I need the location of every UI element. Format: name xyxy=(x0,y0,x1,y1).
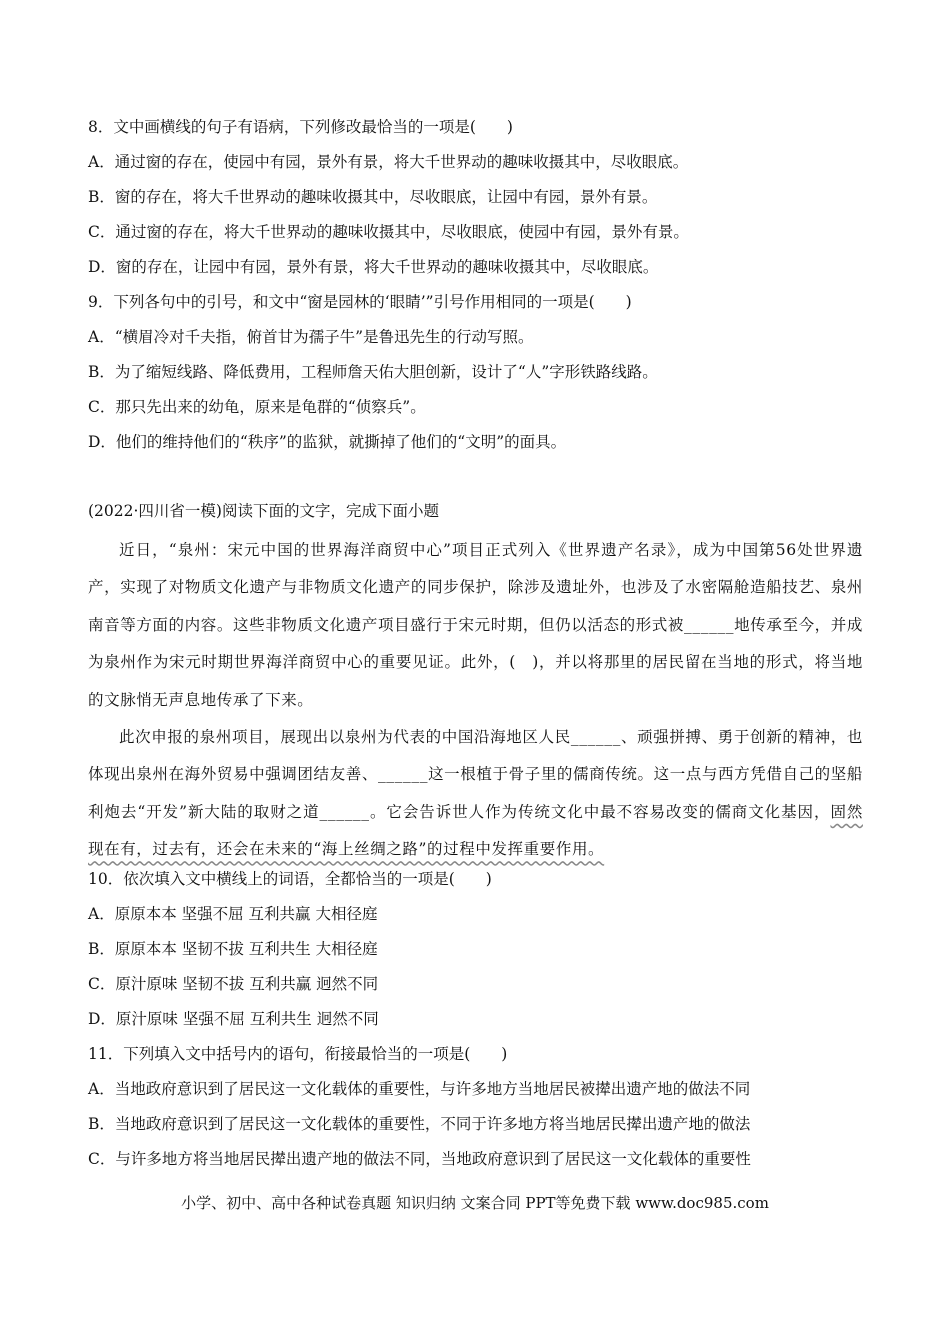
wavy-underlined-sentence: 固然现在有，过去有，还会在未来的“海上丝绸之路”的过程中发挥重要作用。 xyxy=(88,802,863,859)
option-b: B．当地政府意识到了居民这一文化载体的重要性，不同于许多地方将当地居民撵出遗产地的做法 xyxy=(88,1115,751,1133)
option-d: D．原汁原味 坚强不屈 互利共生 迥然不同 xyxy=(88,1010,379,1028)
option-c: C．通过窗的存在，将大千世界动的趣味收摄其中，尽收眼底，使园中有园，景外有景。 xyxy=(88,223,689,241)
question-stem: 10．依次填入文中横线上的词语，全都恰当的一项是( ) xyxy=(88,870,492,888)
option-c: C．与许多地方将当地居民撵出遗产地的做法不同，当地政府意识到了居民这一文化载体的重要性 xyxy=(88,1150,751,1168)
passage-paragraph-1: 近日，“泉州：宋元中国的世界海洋商贸中心”项目正式列入《世界遗产名录》，成为中国第56处世界遗产，实现了对物质文化遗产与非物质文化遗产的同步保护，除涉及遗址外，也涉及了水密隔舱造船技艺、泉州南音等方面的内容。这些非物质文化遗产项目盛行于宋元时期，但仍以活态的形式被______地传承至今，并成为泉州作为宋元时期世界海洋商贸中心的重要见证。此外，( )，并以将那里的居民留在当地的形式，将当地的文脉悄无声息地传承了下来。 xyxy=(88,541,863,709)
reading-passage xyxy=(88,532,863,869)
question-stem: 8．文中画横线的句子有语病，下列修改最恰当的一项是( ) xyxy=(88,118,513,136)
option-b: B．为了缩短线路、降低费用，工程师詹天佑大胆创新，设计了“人”字形铁路线路。 xyxy=(88,363,658,381)
question-stem: 9．下列各句中的引号，和文中“窗是园林的‘眼睛’”引号作用相同的一项是( ) xyxy=(88,293,632,311)
option-d: D．他们的维持他们的“秩序”的监狱，就撕掉了他们的“文明”的面具。 xyxy=(88,433,567,451)
option-c: C．原汁原味 坚韧不拔 互利共赢 迥然不同 xyxy=(88,975,379,993)
passage-paragraph-2 xyxy=(88,719,863,869)
page-footer: 小学、初中、高中各种试卷真题 知识归纳 文案合同 PPT等免费下载 www.doc985.com xyxy=(181,1194,769,1212)
passage-text: 此次申报的泉州项目，展现出以泉州为代表的中国沿海地区人民______、顽强拼搏、勇于创新的精神，也体现出泉州在海外贸易中强调团结友善、______这一根植于骨子里的儒商传统。这一点与西方凭借自己的坚船利炮去“开发”新大陆的取财之道______。它会告诉世人作为传统文化中最不容易改变的儒商文化基因， xyxy=(88,728,863,821)
option-a: A．当地政府意识到了居民这一文化载体的重要性，与许多地方当地居民被撵出遗产地的做法不同 xyxy=(88,1080,751,1098)
option-b: B．窗的存在，将大千世界动的趣味收摄其中，尽收眼底，让园中有园，景外有景。 xyxy=(88,188,658,206)
option-a: A．原原本本 坚强不屈 互利共赢 大相径庭 xyxy=(88,905,378,923)
section-header: (2022·四川省一模)阅读下面的文字，完成下面小题 xyxy=(88,502,439,520)
option-a: A．“横眉冷对千夫指，俯首甘为孺子牛”是鲁迅先生的行动写照。 xyxy=(88,328,534,346)
option-c: C．那只先出来的幼龟，原来是龟群的“侦察兵”。 xyxy=(88,398,426,416)
option-a: A．通过窗的存在，使园中有园，景外有景，将大千世界动的趣味收摄其中，尽收眼底。 xyxy=(88,153,689,171)
option-d: D．窗的存在，让园中有园，景外有景，将大千世界动的趣味收摄其中，尽收眼底。 xyxy=(88,258,659,276)
option-b: B．原原本本 坚韧不拔 互利共生 大相径庭 xyxy=(88,940,378,958)
question-stem: 11．下列填入文中括号内的语句，衔接最恰当的一项是( ) xyxy=(88,1045,508,1063)
